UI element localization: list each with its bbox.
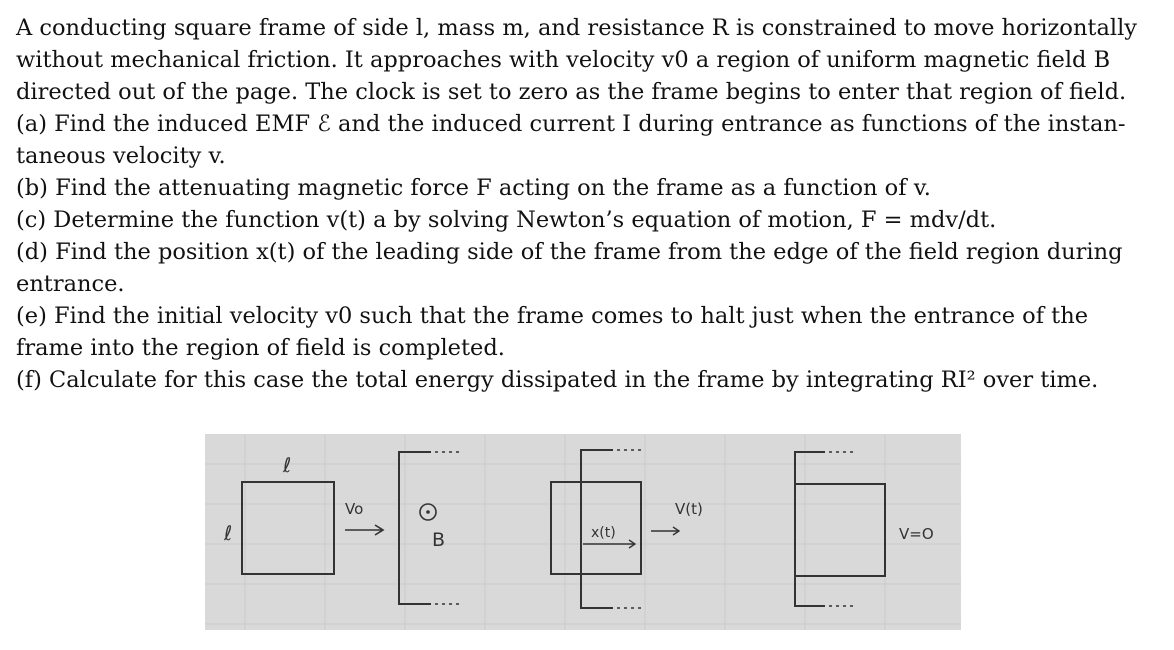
part-a-line-1: (a) Find the induced EMF ℰ and the induced current I during entrance as functions of the instan- [16, 111, 1126, 137]
side-label-top: ℓ [283, 453, 292, 477]
part-e-line-1: (e) Find the initial velocity v0 such that the frame comes to halt just when the entrance of the [16, 303, 1089, 329]
side-label-left: ℓ [224, 521, 233, 545]
field-region-edge-3 [795, 452, 825, 606]
part-d-line-2: entrance. [16, 271, 125, 297]
velocity-label-t: V(t) [675, 500, 703, 518]
velocity-label-final: V=O [899, 525, 934, 543]
part-e-line-2: frame into the region of field is completed. [16, 335, 505, 361]
hand-drawn-figure [205, 434, 961, 630]
field-dot [426, 510, 430, 514]
intro-line-1: A conducting square frame of side l, mass m, and resistance R is constrained to move horizontally [16, 15, 1137, 41]
part-f: (f) Calculate for this case the total energy dissipated in the frame by integrating RI² over time. [16, 367, 1099, 393]
part-c: (c) Determine the function v(t) a by solving Newton’s equation of motion, F = mdv/dt. [16, 207, 997, 233]
field-region-edge-1 [399, 452, 431, 604]
part-a-line-2: taneous velocity v. [16, 143, 226, 169]
figure-svg [205, 434, 961, 630]
field-region-dashes-3 [829, 452, 857, 606]
problem-statement [16, 12, 1150, 396]
field-label: B [432, 529, 446, 551]
frame-at-rest [795, 484, 885, 576]
part-d-line-1: (d) Find the position x(t) of the leading side of the frame from the edge of the field region during [16, 239, 1123, 265]
field-region-dashes-1 [435, 452, 459, 604]
position-label: x(t) [591, 525, 616, 541]
velocity-label-initial: Vo [345, 500, 364, 518]
intro-line-2: without mechanical friction. It approaches with velocity v0 a region of uniform magnetic field B [16, 47, 1111, 73]
frame-approaching [242, 482, 334, 574]
part-b: (b) Find the attenuating magnetic force F acting on the frame as a function of v. [16, 175, 931, 201]
grid-lines [205, 434, 961, 630]
intro-line-3: directed out of the page. The clock is set to zero as the frame begins to enter that region of field. [16, 79, 1127, 105]
